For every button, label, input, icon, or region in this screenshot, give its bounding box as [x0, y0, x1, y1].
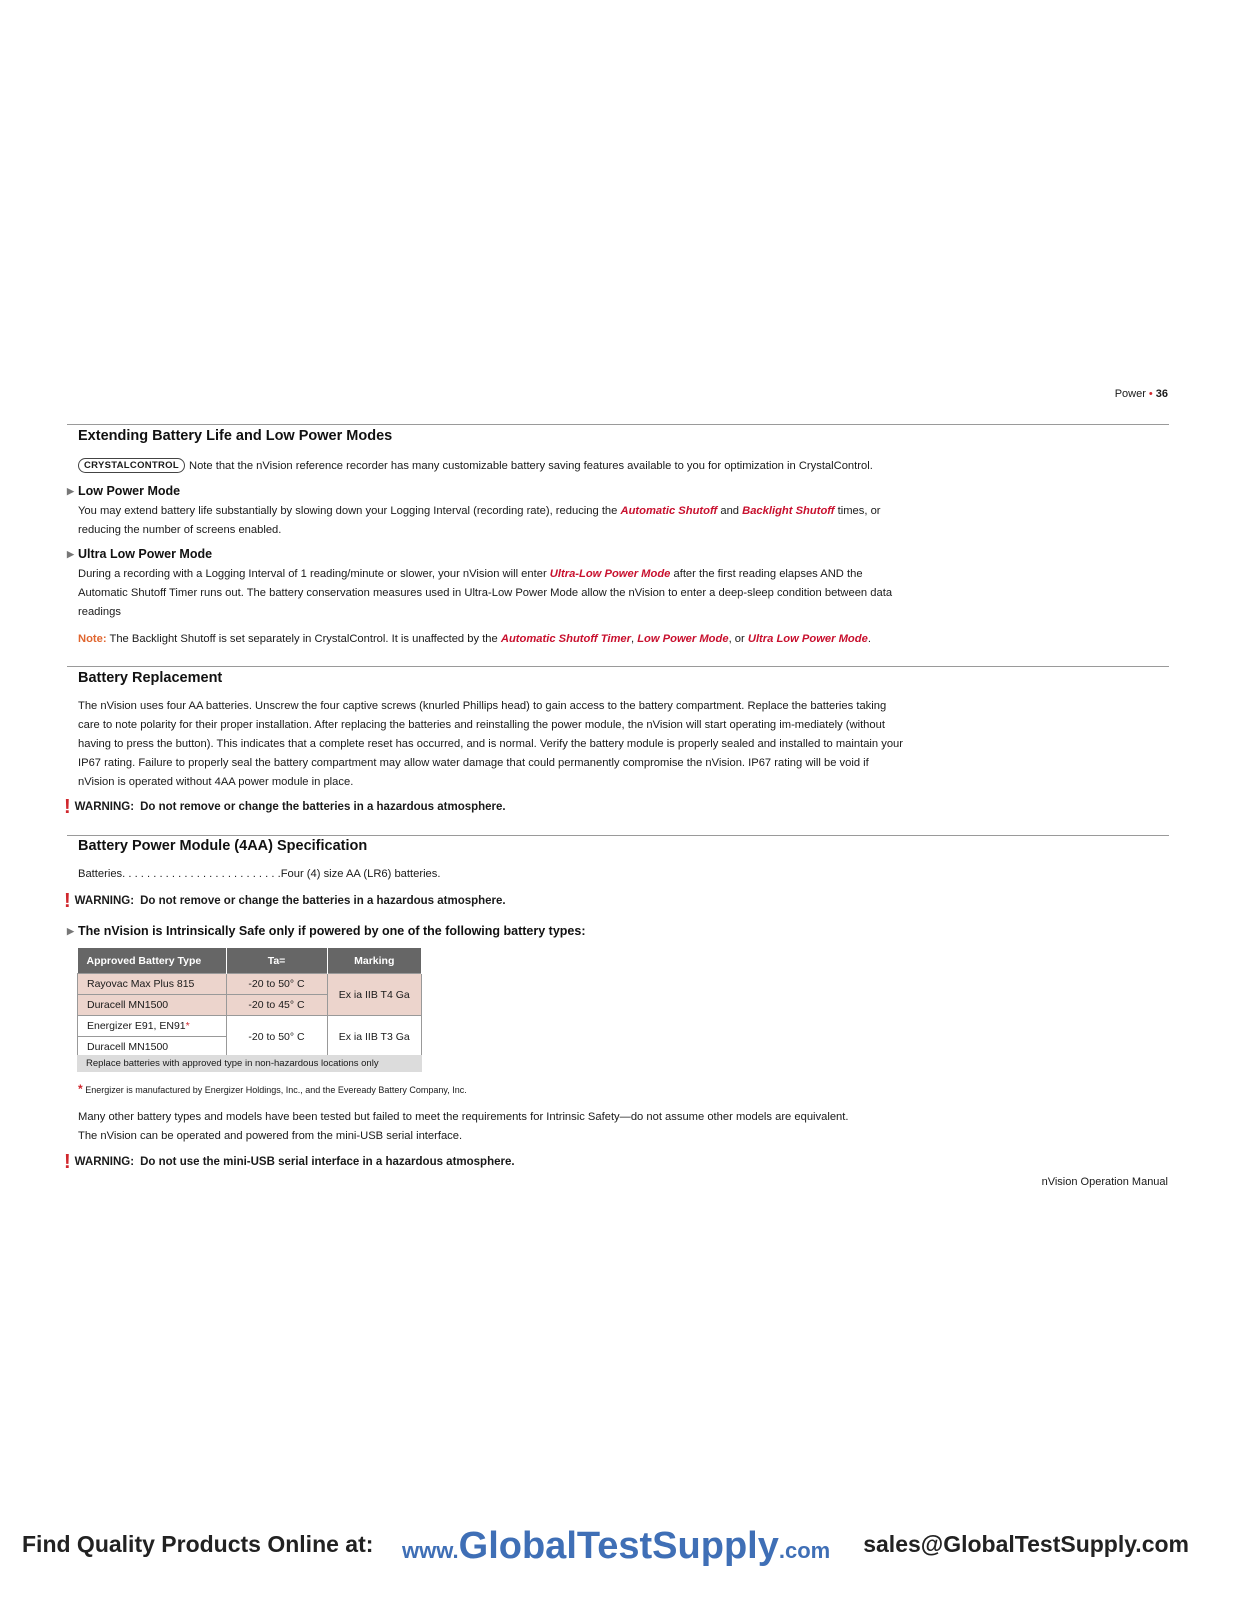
battery-type-cell: Duracell MN1500 [78, 995, 227, 1016]
triangle-bullet-icon: ▶ [67, 486, 74, 496]
warning-label: WARNING: [74, 801, 135, 813]
battery-type-cell [78, 1016, 227, 1037]
warning-hazardous-1 [64, 796, 506, 819]
battery-type-cell: Rayovac Max Plus 815 [78, 974, 227, 995]
section-title-battery-module-spec: Battery Power Module (4AA) Specification [78, 838, 368, 854]
promo-footer-bar [0, 1525, 1237, 1565]
warning-text: Do not remove or change the batteries in a hazardous atmosphere. [140, 895, 506, 907]
manual-name-footer: nVision Operation Manual [1041, 1176, 1168, 1188]
low-power-title: Low Power Mode [78, 484, 181, 498]
table-header-row [78, 948, 422, 974]
spec-line-batteries [78, 865, 908, 884]
table-row [78, 1016, 422, 1037]
text: You may extend battery life substantially by slowing down your Logging Interval (recording rate), reducing the [78, 505, 621, 517]
text: , [630, 633, 638, 645]
text: During a recording with a Logging Interval of 1 reading/minute or slower, your nVision will enter [78, 568, 550, 580]
ultra-low-power-title: Ultra Low Power Mode [78, 547, 213, 561]
automatic-shutoff-timer-link[interactable]: Automatic Shutoff Timer [500, 633, 631, 645]
bullet-icon: • [1148, 388, 1153, 400]
ultra-low-power-mode-link[interactable]: Ultra-Low Power Mode [549, 568, 671, 580]
page-number: 36 [1155, 388, 1168, 400]
section-divider [67, 835, 1169, 836]
intrinsic-safety-heading [67, 924, 586, 938]
warning-label: WARNING: [74, 895, 135, 907]
footnote-star: * [78, 1082, 83, 1096]
warning-icon: ! [64, 890, 71, 912]
text: . [867, 633, 871, 645]
backlight-shutoff-link[interactable]: Backlight Shutoff [742, 505, 835, 517]
column-header: Marking [327, 948, 422, 974]
text: , or [728, 633, 748, 645]
ultra-low-power-mode-link[interactable]: Ultra Low Power Mode [747, 633, 868, 645]
triangle-bullet-icon: ▶ [67, 926, 74, 936]
ta-cell: -20 to 50° C [226, 1016, 327, 1058]
closing-line-2: The nVision can be operated and powered from the mini-USB serial interface. [78, 1130, 463, 1142]
low-power-paragraph [78, 502, 908, 540]
ultra-low-power-paragraph [78, 565, 908, 622]
warning-hazardous-2 [64, 890, 506, 913]
section-title-battery-replacement: Battery Replacement [78, 670, 223, 686]
warning-text: Do not remove or change the batteries in a hazardous atmosphere. [140, 801, 506, 813]
energizer-footnote [78, 1082, 467, 1096]
spec-label: Batteries [78, 868, 123, 880]
section-name: Power [1114, 388, 1146, 400]
website-link[interactable] [402, 1525, 830, 1568]
triangle-bullet-icon: ▶ [67, 549, 74, 559]
table-footer-note: Replace batteries with approved type in non-hazardous locations only [77, 1055, 422, 1072]
ta-cell: -20 to 50° C [226, 974, 327, 995]
crystalcontrol-intro [78, 457, 908, 476]
section-title-battery-life: Extending Battery Life and Low Power Modes [78, 428, 393, 444]
section-divider [67, 666, 1169, 667]
warning-text: Do not use the mini-USB serial interface in a hazardous atmosphere. [140, 1156, 515, 1168]
table-row [78, 974, 422, 995]
find-products-text: Find Quality Products Online at: [22, 1531, 374, 1557]
url-main: GlobalTestSupply [458, 1525, 779, 1567]
intro-text: Note that the nVision reference recorder has many customizable battery saving features available to you for optimization in CrystalControl. [188, 460, 873, 472]
column-header: Approved Battery Type [78, 948, 227, 974]
closing-line-1: Many other battery types and models have been tested but failed to meet the requirements for Intrinsic Safety—do not assume other models are equivalent. [78, 1111, 849, 1123]
marking-cell: Ex ia IIB T3 Ga [327, 1016, 422, 1058]
backlight-note [78, 630, 908, 649]
page-header [1115, 388, 1168, 400]
subsection-low-power [67, 484, 180, 498]
battery-type-cell: Duracell MN1500 [78, 1037, 227, 1058]
column-header: Ta= [226, 948, 327, 974]
warning-mini-usb [64, 1151, 515, 1174]
automatic-shutoff-link[interactable]: Automatic Shutoff [620, 505, 718, 517]
subsection-ultra-low-power [67, 547, 212, 561]
warning-icon: ! [64, 796, 71, 818]
url-suffix: .com [778, 1538, 831, 1563]
marking-cell: Ex ia IIB T4 Ga [327, 974, 422, 1016]
approved-battery-table [77, 948, 422, 1058]
text: times, or reducing the number of screens enabled. [78, 505, 881, 536]
text: and [717, 505, 743, 517]
note-label: Note: [78, 633, 107, 645]
ta-cell: -20 to 45° C [226, 995, 327, 1016]
warning-label: WARNING: [74, 1156, 135, 1168]
crystalcontrol-logo-icon: CRYSTALCONTROL [78, 458, 185, 473]
text: The Backlight Shutoff is set separately in CrystalControl. It is unaffected by the [106, 633, 501, 645]
sales-email-link[interactable]: sales@GlobalTestSupply.com [863, 1531, 1189, 1557]
warning-icon: ! [64, 1151, 71, 1173]
footnote-star: * [185, 1020, 190, 1032]
section-divider [67, 424, 1169, 425]
low-power-mode-link[interactable]: Low Power Mode [637, 633, 729, 645]
spec-leader: . . . . . . . . . . . . . . . . . . . . . . . . . . [122, 868, 281, 880]
spec-value: Four (4) size AA (LR6) batteries. [280, 868, 441, 880]
battery-replacement-paragraph: The nVision uses four AA batteries. Unscrew the four captive screws (knurled Phillips head) to gain access to the battery compartment. Replace the batteries taking care to note polarity for their proper installation. After replacing the batteries and reinstalling the power module, the nVision will start operating im-mediately (without having to press the button). This indicates that a complete reset has occurred, and is normal. Verify the battery module is properly sealed and installed to maintain your IP67 rating. Failure to properly seal the battery compartment may allow water damage that could permanently compromise the nVision. IP67 rating will be void if nVision is operated without 4AA power module in place. [78, 700, 904, 788]
battery-type-text: Energizer E91, EN91 [87, 1020, 186, 1032]
text: after the first reading elapses AND the Automatic Shutoff Timer runs out. The battery conservation measures used in Ultra-Low Power Mode allow the nVision to enter a deep-sleep condition between data readings [78, 568, 893, 618]
closing-paragraph [78, 1108, 908, 1146]
footnote-text: Energizer is manufactured by Energizer Holdings, Inc., and the Eveready Battery Company, Inc. [85, 1085, 467, 1095]
url-prefix: www. [402, 1538, 459, 1563]
intrinsic-safety-title: The nVision is Intrinsically Safe only if powered by one of the following battery types: [78, 924, 586, 938]
